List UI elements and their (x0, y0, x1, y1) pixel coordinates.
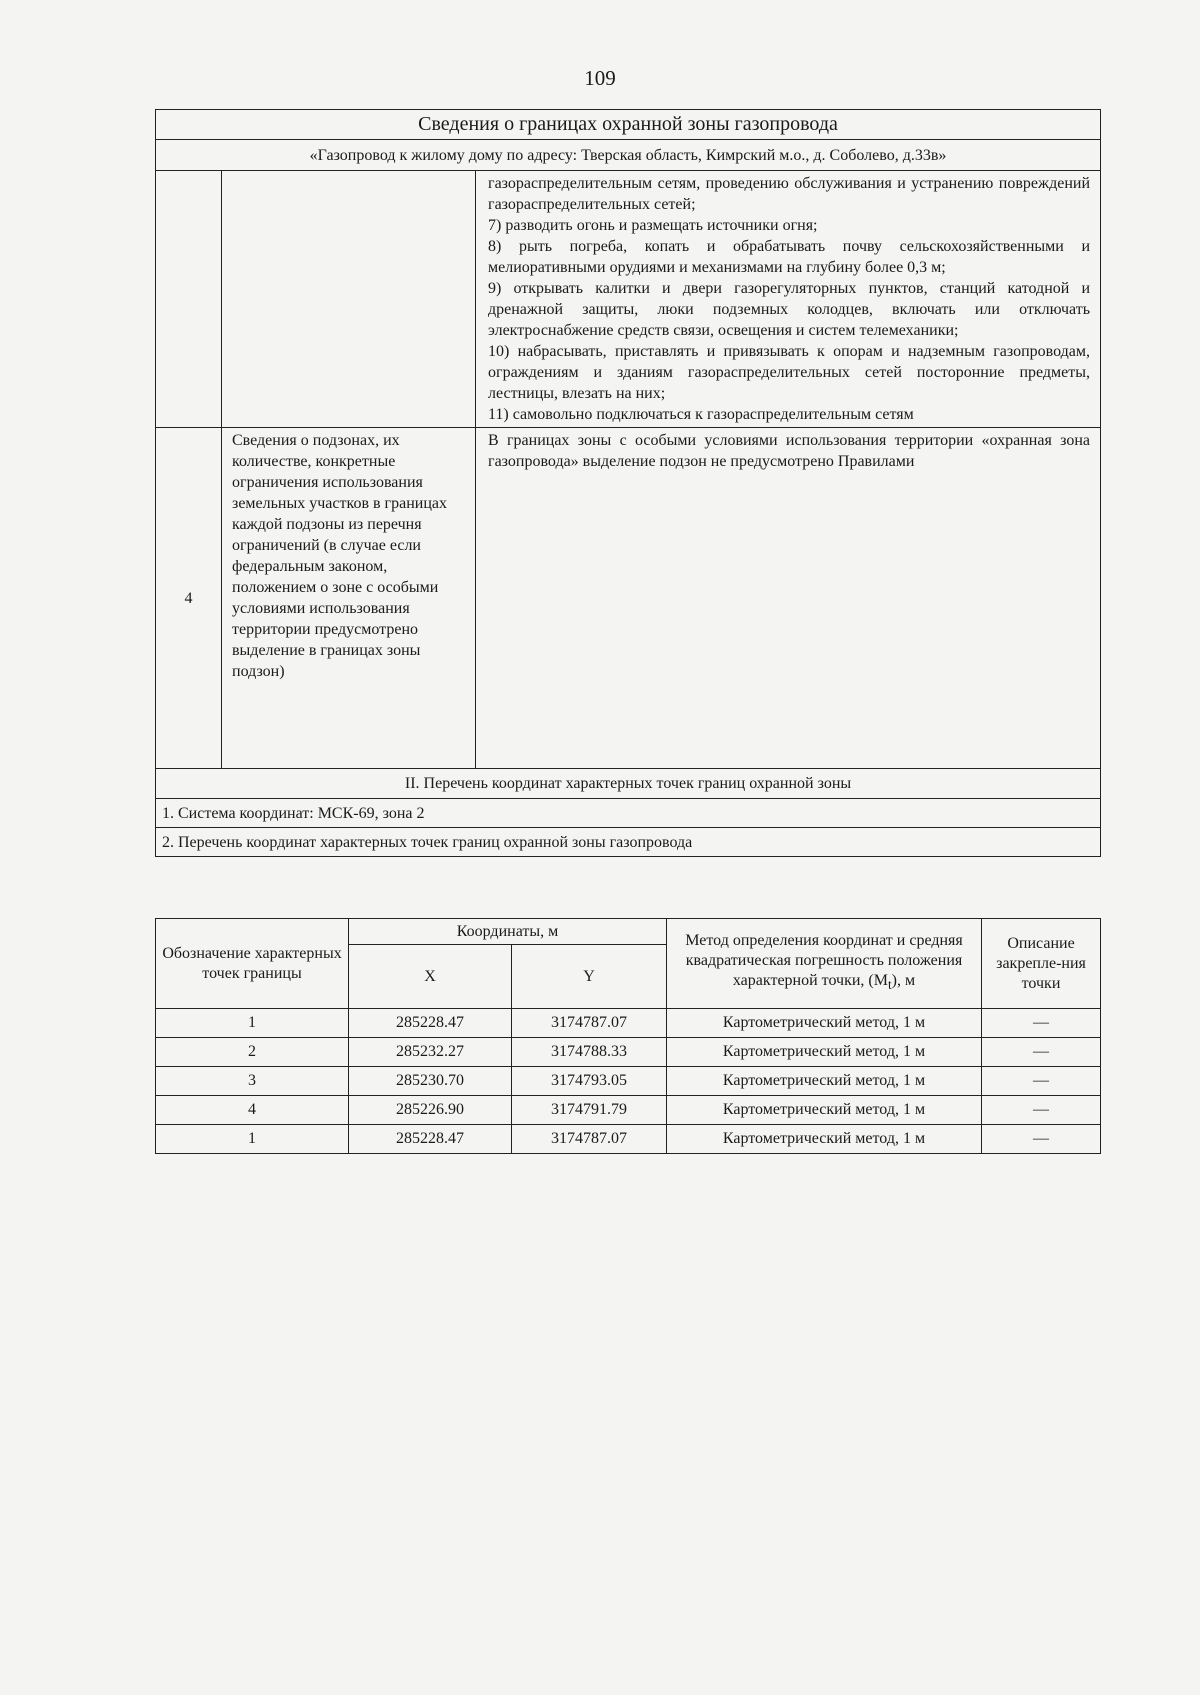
header-x: X (349, 945, 512, 1009)
header-method-unit: ), м (891, 972, 916, 990)
table-row (156, 1009, 1101, 1038)
coords-list-title: 2. Перечень координат характерных точек границ охранной зоны газопровода (156, 828, 1101, 857)
cell-description: — (982, 1067, 1101, 1096)
cell-x: 285230.70 (349, 1067, 512, 1096)
restriction-item: 8) рыть погреба, копать и обрабатывать почву сельскохозяйственными и мелиоративными орудиями и механизмами на глубину более 0,3 м; (488, 238, 1091, 276)
restriction-item: газораспределительным сетям, проведению обслуживания и устранению повреждений газораспределительных сетей; (488, 175, 1091, 213)
cell-point: 2 (156, 1038, 349, 1067)
cell-method: Картометрический метод, 1 м (667, 1038, 982, 1067)
table-row (156, 1096, 1101, 1125)
table-row (156, 1067, 1101, 1096)
coordinates-table (155, 918, 1101, 1154)
cell-x: 285228.47 (349, 1009, 512, 1038)
row3-number-cell (156, 171, 222, 428)
row4-number: 4 (156, 428, 222, 769)
cell-y: 3174787.07 (512, 1125, 667, 1154)
row4-value (476, 428, 1101, 769)
restriction-item: 11) самовольно подключаться к газораспределительным сетям (488, 406, 914, 423)
header-description: Описание закрепле-ния точки (982, 919, 1101, 1009)
header-method-subscript: t (887, 977, 892, 993)
zone-info-table (155, 109, 1101, 857)
table-row (156, 1038, 1101, 1067)
cell-point: 3 (156, 1067, 349, 1096)
header-method-text: Метод определения координат и средняя квадратическая погрешность положения характерной точки, (M (685, 932, 963, 990)
cell-method: Картометрический метод, 1 м (667, 1125, 982, 1154)
restriction-item: 7) разводить огонь и размещать источники огня; (488, 217, 818, 234)
cell-method: Картометрический метод, 1 м (667, 1067, 982, 1096)
cell-method: Картометрический метод, 1 м (667, 1096, 982, 1125)
cell-description: — (982, 1038, 1101, 1067)
section2-title: II. Перечень координат характерных точек границ охранной зоны (156, 769, 1101, 799)
cell-point: 1 (156, 1125, 349, 1154)
cell-point: 4 (156, 1096, 349, 1125)
row4-value-text: В границах зоны с особыми условиями использования территории «охранная зона газопровода» выделение подзон не предусмотрено Правилами (488, 432, 1091, 470)
header-y: Y (512, 945, 667, 1009)
document-title: Сведения о границах охранной зоны газопровода (156, 110, 1101, 140)
cell-x: 285226.90 (349, 1096, 512, 1125)
cell-x: 285232.27 (349, 1038, 512, 1067)
cell-description: — (982, 1096, 1101, 1125)
cell-y: 3174791.79 (512, 1096, 667, 1125)
cell-x: 285228.47 (349, 1125, 512, 1154)
header-method (667, 919, 982, 1009)
header-coords: Координаты, м (349, 919, 667, 945)
cell-method: Картометрический метод, 1 м (667, 1009, 982, 1038)
row3-label-cell (222, 171, 476, 428)
page-number: 109 (584, 66, 616, 90)
cell-point: 1 (156, 1009, 349, 1038)
cell-y: 3174787.07 (512, 1009, 667, 1038)
restriction-item: 10) набрасывать, приставлять и привязывать к опорам и надземным газопроводам, ограждениям и зданиям газораспределительных сетей посторонние предметы, лестницы, влезать на них; (488, 343, 1091, 402)
header-point: Обозначение характерных точек границы (156, 919, 349, 1009)
cell-description: — (982, 1009, 1101, 1038)
table-row (156, 1125, 1101, 1154)
row4-label: Сведения о подзонах, их количестве, конкретные ограничения использования земельных участков в границах каждой подзоны из перечня ограничений (в случае если федеральным законом, положением о зоне с особыми условиями использования территории предусмотрено выделение в границах зоны подзон) (222, 428, 476, 769)
cell-y: 3174788.33 (512, 1038, 667, 1067)
restrictions-cell (476, 171, 1101, 428)
cell-y: 3174793.05 (512, 1067, 667, 1096)
coord-system: 1. Система координат: МСК-69, зона 2 (156, 799, 1101, 828)
cell-description: — (982, 1125, 1101, 1154)
restriction-item: 9) открывать калитки и двери газорегуляторных пунктов, станций катодной и дренажной защиты, люки подземных колодцев, включать или отключать электроснабжение средств связи, освещения и систем телемеханики; (488, 280, 1091, 339)
document-subtitle: «Газопровод к жилому дому по адресу: Тверская область, Кимрский м.о., д. Соболево, д.33в» (156, 140, 1101, 171)
